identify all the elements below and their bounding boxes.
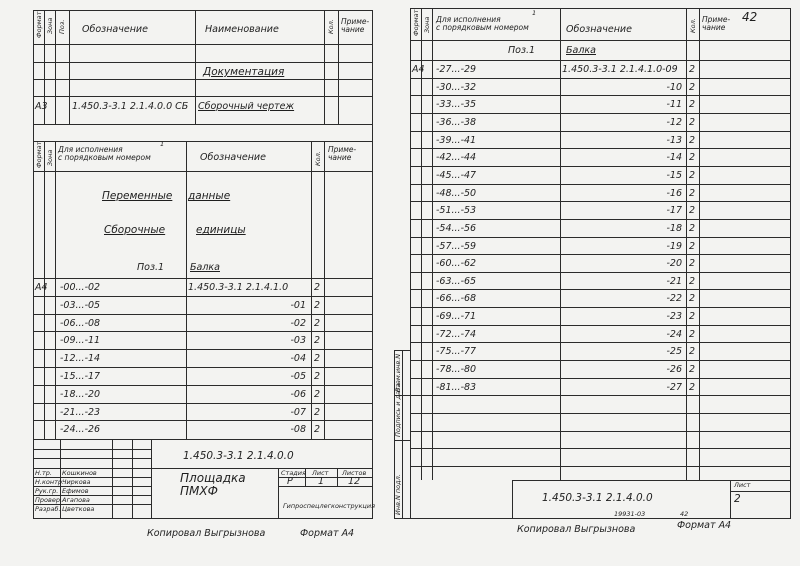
variant-range: -21...-23 (60, 407, 101, 418)
frame-line (410, 8, 791, 9)
grid-line (112, 439, 113, 518)
format-a4: А4 (35, 282, 48, 293)
person-name: Чиркова (62, 478, 91, 486)
variant-designation: 1.450.3-3.1 2.1.4.1.0 (188, 282, 289, 293)
header-format: Формат (412, 9, 420, 36)
variant-qty: 2 (689, 382, 696, 393)
person-name: Ефимов (62, 487, 89, 495)
pos-name: Балка (566, 45, 596, 56)
variant-qty: 2 (314, 282, 321, 293)
row-line (410, 342, 791, 343)
person-name: Агапова (62, 496, 90, 504)
variant-range: -81...-83 (436, 382, 477, 393)
variant-qty: 2 (689, 82, 696, 93)
variant-designation: -22 (666, 293, 682, 304)
grid-line (33, 449, 151, 450)
variant-range: -48...-50 (436, 188, 477, 199)
row-line (33, 367, 373, 368)
row-line (410, 219, 791, 220)
grid-line (33, 96, 373, 97)
variant-designation: -16 (666, 188, 682, 199)
header-qty: Кол. (327, 19, 335, 34)
person-name: Кошкинов (62, 469, 97, 477)
section-variable: Переменные (102, 190, 173, 202)
grid-line (55, 141, 56, 439)
copied-by: Копировал Выгрызнова (517, 524, 636, 535)
grid-line (69, 10, 70, 124)
header-zone: Зона (46, 17, 54, 34)
row-line (33, 331, 373, 332)
header-zone: Зона (423, 16, 431, 33)
variant-designation: 1.450.3-3.1 2.1.4.1.0-09 (562, 64, 678, 75)
grid-line (33, 141, 373, 142)
sheet-label: Лист (312, 469, 329, 477)
variant-range: -18...-20 (60, 389, 101, 400)
row-line (410, 378, 791, 379)
grid-line (33, 62, 373, 63)
variant-qty: 2 (314, 353, 321, 364)
variant-designation: -13 (666, 135, 682, 146)
frame-line (394, 440, 410, 441)
variant-qty: 2 (689, 64, 696, 75)
variant-qty: 2 (689, 364, 696, 375)
grid-line (33, 124, 373, 125)
variant-range: -36...-38 (436, 117, 477, 128)
variant-qty: 2 (689, 223, 696, 234)
left-sheet (0, 0, 378, 566)
header2-note: Приме- чание (328, 145, 357, 162)
variant-qty: 2 (689, 152, 696, 163)
grid-line (151, 439, 152, 518)
variant-designation: -25 (666, 346, 682, 357)
person-name: Цветкова (62, 505, 95, 513)
row-line (410, 148, 791, 149)
sheets-label: Листов (342, 469, 367, 477)
grid-line (33, 439, 373, 440)
side-label-repl: Взам.инв.N (394, 353, 402, 392)
person-role: Рук.гр. (35, 487, 59, 495)
header-designation: Обозначение (82, 24, 148, 35)
frame-line (372, 10, 373, 518)
header2-zone: Зона (46, 149, 54, 166)
variant-designation: -08 (290, 424, 306, 435)
header-format: Формат (35, 11, 43, 38)
frame-line (410, 8, 411, 518)
row-line (33, 420, 373, 421)
doc-name: Сборочный чертеж (198, 101, 295, 112)
variant-designation: -24 (666, 329, 682, 340)
grid-line (132, 439, 133, 518)
right-sheet (390, 0, 800, 566)
variant-range: -45...-47 (436, 170, 477, 181)
person-role: Н.контр. (35, 478, 65, 486)
variant-qty: 2 (689, 346, 696, 357)
variant-designation: -26 (666, 364, 682, 375)
variant-qty: 2 (314, 407, 321, 418)
variant-designation: -21 (666, 276, 682, 287)
frame-line (33, 10, 373, 11)
grid-line (338, 10, 339, 124)
row-line (410, 60, 791, 61)
grid-line (337, 468, 338, 486)
row-line (410, 166, 791, 167)
variant-designation: -05 (290, 371, 306, 382)
header-note: Приме- чание (702, 15, 731, 32)
header2-qty: Кол. (314, 151, 322, 166)
frame-line (410, 518, 791, 519)
doc-format: А3 (35, 101, 48, 112)
variant-range: -39...-41 (436, 135, 477, 146)
pos-label: Поз.1 (508, 45, 536, 56)
grid-line (324, 141, 325, 439)
frame-line (790, 8, 791, 518)
archive-number: 19931-03 (614, 510, 646, 518)
variant-qty: 2 (689, 276, 696, 287)
row-line (33, 349, 373, 350)
variant-range: -00...-02 (60, 282, 101, 293)
row-line (410, 201, 791, 202)
header2-variants: Для исполнения с порядковым номером (58, 145, 151, 162)
row-line (410, 448, 791, 449)
person-role: Н.тр. (35, 469, 52, 477)
grid-line (730, 480, 731, 518)
pos-label: Поз.1 (137, 262, 165, 273)
variant-range: -42...-44 (436, 152, 477, 163)
row-line (33, 385, 373, 386)
grid-line (186, 141, 187, 439)
header-designation: Обозначение (566, 24, 632, 35)
variant-range: -33...-35 (436, 99, 477, 110)
row-line (410, 289, 791, 290)
grid-line (33, 458, 151, 459)
frame-line (33, 10, 34, 518)
variant-qty: 2 (689, 99, 696, 110)
variant-designation: -10 (666, 82, 682, 93)
variant-range: -30...-32 (436, 82, 477, 93)
grid-line (33, 44, 373, 45)
side-label-inv: Инв.N подл. (394, 474, 402, 515)
variant-range: -57...-59 (436, 241, 477, 252)
variant-range: -72...-74 (436, 329, 477, 340)
row-line (33, 403, 373, 404)
format-a4: А4 (412, 64, 425, 75)
titleblock-title: Площадка ПМХФ (180, 471, 246, 498)
grid-line (311, 141, 312, 439)
variant-range: -15...-17 (60, 371, 101, 382)
variant-designation: -20 (666, 258, 682, 269)
variant-qty: 2 (314, 389, 321, 400)
variant-range: -03...-05 (60, 300, 101, 311)
row-line (410, 131, 791, 132)
grid-line (278, 468, 279, 518)
variant-range: -66...-68 (436, 293, 477, 304)
variant-qty: 2 (689, 135, 696, 146)
header-note: Приме- чание (341, 17, 370, 34)
header2-sup: 1 (160, 140, 165, 148)
variant-designation: -07 (290, 407, 306, 418)
variant-range: -12...-14 (60, 353, 101, 364)
variant-designation: -11 (666, 99, 682, 110)
pos-name: Балка (190, 262, 220, 273)
variant-designation: -17 (666, 205, 682, 216)
variant-designation: -15 (666, 170, 682, 181)
variant-designation: -27 (666, 382, 682, 393)
variant-range: -09...-11 (60, 335, 101, 346)
variant-designation: -06 (290, 389, 306, 400)
variant-qty: 2 (689, 170, 696, 181)
doc-designation: 1.450.3-3.1 2.1.4.0.0 СБ (72, 101, 189, 112)
row-line (410, 272, 791, 273)
frame-line (33, 518, 373, 519)
stage-value: Р (287, 476, 293, 487)
corner-number: 42 (742, 10, 758, 24)
section-data: данные (188, 190, 231, 202)
row-line (410, 237, 791, 238)
row-line (33, 278, 373, 279)
grid-line (410, 40, 791, 41)
person-role: Провер. (35, 496, 63, 504)
grid-line (195, 10, 196, 124)
row-line (410, 325, 791, 326)
header-sup: 1 (532, 9, 537, 17)
variant-range: -75...-77 (436, 346, 477, 357)
row-line (410, 307, 791, 308)
grid-line (730, 491, 791, 492)
frame-line (394, 350, 410, 351)
variant-range: -24...-26 (60, 424, 101, 435)
stamp-sheet: 2 (734, 493, 741, 505)
variant-designation: -23 (666, 311, 682, 322)
row-line (410, 431, 791, 432)
header-pos: Поз. (58, 19, 66, 34)
row-line (33, 296, 373, 297)
header-name: Наименование (205, 24, 279, 35)
grid-line (33, 79, 373, 80)
variant-designation: -12 (666, 117, 682, 128)
variant-designation: -19 (666, 241, 682, 252)
stage-label: Стадия (281, 469, 306, 477)
row-line (410, 395, 791, 396)
variant-qty: 2 (689, 293, 696, 304)
variant-range: -69...-71 (436, 311, 477, 322)
variant-range: -78...-80 (436, 364, 477, 375)
variant-range: -63...-65 (436, 276, 477, 287)
variant-designation: -03 (290, 335, 306, 346)
stamp-sheet-label: Лист (734, 481, 751, 489)
variant-range: -54...-56 (436, 223, 477, 234)
variant-range: -27...-29 (436, 64, 477, 75)
sheets-value: 12 (348, 476, 361, 487)
section-units: единицы (196, 224, 246, 236)
variant-qty: 2 (314, 300, 321, 311)
frame-line (394, 518, 410, 519)
variant-qty: 2 (314, 371, 321, 382)
variant-range: -60...-62 (436, 258, 477, 269)
header-qty: Кол. (689, 18, 697, 33)
grid-line (512, 480, 513, 518)
org-name: Гипроспецлегконструкция (283, 502, 375, 510)
row-line (410, 254, 791, 255)
header-variants: Для исполнения с порядковым номером (436, 15, 529, 32)
row-line (410, 360, 791, 361)
variant-designation: -02 (290, 318, 306, 329)
copied-by: Копировал Выгрызнова (147, 528, 266, 539)
variant-qty: 2 (689, 205, 696, 216)
variant-range: -51...-53 (436, 205, 477, 216)
variant-designation: -04 (290, 353, 306, 364)
section-assembly: Сборочные (104, 224, 166, 236)
variant-qty: 2 (689, 311, 696, 322)
row-line (410, 466, 791, 467)
row-line (410, 113, 791, 114)
variant-qty: 2 (689, 117, 696, 128)
grid-line (33, 171, 373, 172)
variant-designation: -14 (666, 152, 682, 163)
variant-qty: 2 (689, 188, 696, 199)
variant-range: -06...-08 (60, 318, 101, 329)
grid-line (55, 10, 56, 124)
format-footer: Формат А4 (300, 528, 355, 539)
titleblock-code: 1.450.3-3.1 2.1.4.0.0 (183, 450, 294, 462)
stamp-code: 1.450.3-3.1 2.1.4.0.0 (542, 492, 653, 504)
archive-sheet: 42 (680, 510, 689, 518)
variant-qty: 2 (314, 335, 321, 346)
variant-qty: 2 (689, 329, 696, 340)
variant-designation: -01 (290, 300, 306, 311)
grid-line (324, 10, 325, 124)
header2-designation: Обозначение (200, 152, 266, 163)
frame-line (402, 350, 403, 518)
section-documentation: Документация (203, 66, 285, 78)
variant-designation: -18 (666, 223, 682, 234)
row-line (410, 95, 791, 96)
variant-qty: 2 (314, 318, 321, 329)
sheet-value: 1 (318, 476, 325, 487)
side-label-sign: Подпись и дата (394, 383, 402, 437)
row-line (410, 184, 791, 185)
row-line (33, 314, 373, 315)
variant-qty: 2 (314, 424, 321, 435)
header2-format: Формат (35, 141, 43, 168)
row-line (410, 78, 791, 79)
variant-qty: 2 (689, 241, 696, 252)
format-footer: Формат А4 (677, 520, 732, 531)
person-role: Разраб. (35, 505, 61, 513)
variant-qty: 2 (689, 258, 696, 269)
row-line (410, 413, 791, 414)
